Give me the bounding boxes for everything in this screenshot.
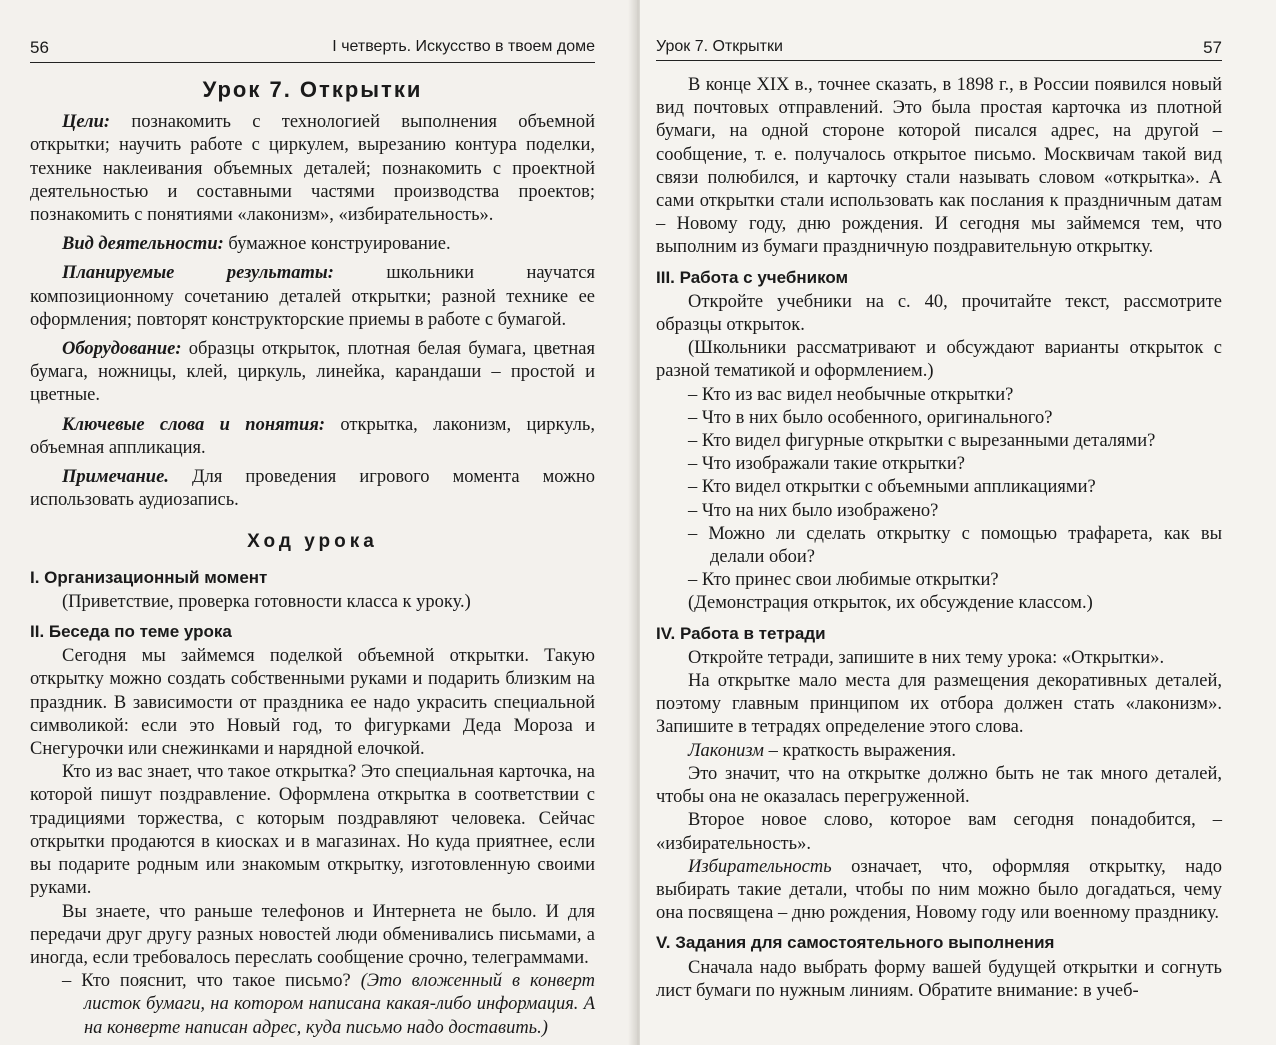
results-paragraph <box>30 262 595 332</box>
term-1-definition: – краткость выражения. <box>763 740 956 761</box>
results-label: Планируемые результаты: <box>62 263 334 284</box>
activity-paragraph <box>30 233 595 256</box>
term-1-word: Лаконизм <box>688 740 764 761</box>
section-1-heading: I. Организационный момент <box>30 567 268 587</box>
term-2-definition: означает, что, оформляя открытку, надо выбирать такие детали, чтобы по ним можно было догадаться, чему она посвящена – дню рождения, Новому году или военному празднику. <box>656 856 1222 924</box>
left-page-number: 56 <box>30 38 49 57</box>
equipment-paragraph <box>30 338 595 408</box>
section-5-text: Сначала надо выбрать форму вашей будущей открытки и согнуть лист бумаги по нужным линиям. Обратите внимание: в учеб- <box>656 957 1222 1001</box>
section-4-text-4: Второе новое слово, которое вам сегодня понадобится, – «избирательность». <box>656 810 1222 854</box>
section-5-heading: V. Задания для самостоятельного выполнения <box>656 933 1055 953</box>
right-running-header <box>656 38 1222 61</box>
section-3-text-3: (Демонстрация открыток, их обсуждение классом.) <box>688 593 1093 614</box>
right-running-title: Урок 7. Открытки <box>656 38 783 55</box>
goals-paragraph <box>30 111 595 227</box>
lesson-title: Урок 7. Открытки <box>202 77 423 102</box>
term-2-word: Избирательность <box>688 856 832 877</box>
term-2-paragraph <box>656 856 1222 926</box>
keywords-paragraph <box>30 414 595 460</box>
question-item: – Кто видел открытки с объемными аппликациями? <box>688 477 1096 498</box>
section-2-paragraph-3: Вы знаете, что раньше телефонов и Интернета не было. И для передачи друг другу разных новостей люди обменивались письмами, а иногда, если требовалось переслать сообщение срочно, телеграммами. <box>30 901 595 968</box>
question-item: – Что на них было изображено? <box>688 500 939 521</box>
equipment-text: образцы открыток, плотная белая бумага, цветная бумага, ножницы, клей, циркуль, линейка, карандаши – простой и цветные. <box>30 339 595 406</box>
section-2-heading: II. Беседа по теме урока <box>30 622 232 642</box>
section-3-text-1: Откройте учебники на с. 40, прочитайте текст, рассмотрите образцы открыток. <box>656 291 1222 336</box>
keywords-label: Ключевые слова и понятия: <box>62 414 326 435</box>
section-3-heading: III. Работа с учебником <box>656 267 849 287</box>
equipment-label: Оборудование: <box>62 339 182 360</box>
activity-text: бумажное конструирование. <box>223 234 451 255</box>
note-label: Примечание. <box>62 467 169 488</box>
question-item: – Что изображали такие открытки? <box>688 454 965 475</box>
section-3-text-2: (Школьники рассматривают и обсуждают варианты открыток с разной тематикой и оформлением.) <box>656 338 1222 382</box>
right-page <box>640 0 1276 1045</box>
section-4-heading: IV. Работа в тетради <box>656 623 826 643</box>
question-item: – Можно ли сделать открытку с помощью трафарета, как вы делали обои? <box>688 523 1222 568</box>
results-text: школьники научатся композиционному сочетанию деталей открытки; разной технике ее оформления; повторят конструкторские приемы в работе с бумагой. <box>30 263 595 330</box>
history-paragraph: В конце XIX в., точнее сказать, в 1898 г., в России появился новый вид почтовых отправлений. Это была простая карточка из плотной бумаги, на одной стороне которой писался адрес, на другой – сообщение, т. е. получалось открытое письмо. Москвичам такой вид связи полюбился, и карточку стали называть словом «открытка». А сами открытки стали использовать как послания к праздничным датам – Новому году, дню рождения. И сегодня мы займемся тем, что выполним из бумаги праздничную поздравительную открытку. <box>656 75 1222 258</box>
section-4-text-1: Откройте тетради, запишите в них тему урока: «Открытки». <box>688 647 1165 668</box>
goals-text: познакомить с технологией выполнения объемной открытки; научить работе с циркулем, вырезанию контура поделки, технике наклеивания объемных деталей; познакомить с проектной деятельностью и составными частями производства проектов; познакомить с понятиями «лаконизм», «избирательность». <box>30 112 595 226</box>
letter-answer-text: (Это вложенный в конверт листок бумаги, на котором написана какая-либо информация. А на конверте написан адрес, куда письмо надо доставить.) <box>84 971 595 1038</box>
goals-label: Цели: <box>62 112 111 133</box>
note-text: Для проведения игрового момента можно использовать аудиозапись. <box>30 467 595 511</box>
question-item: – Кто из вас видел необычные открытки? <box>688 384 1014 405</box>
section-2-paragraph-1: Сегодня мы займемся поделкой объемной открытки. Такую открытку можно создать собственными руками и подарить близким на праздник. В зависимости от праздника ее надо украсить специальной символикой: если это Новый год, то фигурками Деда Мороза и Снегурочки или снежинками и нарядной елочкой. <box>30 646 595 760</box>
right-column <box>656 74 1222 1003</box>
question-item: – Что в них было особенного, оригинального? <box>688 407 1053 428</box>
right-page-number: 57 <box>1203 38 1222 57</box>
left-running-header <box>30 38 595 63</box>
section-1-text: (Приветствие, проверка готовности класса к уроку.) <box>62 591 471 612</box>
lesson-flow-heading: Ход урока <box>247 531 378 553</box>
left-page <box>0 0 636 1045</box>
left-running-title: I четверть. Искусство в твоем доме <box>332 38 595 55</box>
left-column <box>30 78 595 1040</box>
activity-label: Вид деятельности: <box>62 234 224 255</box>
question-item: – Кто принес свои любимые открытки? <box>688 570 999 591</box>
section-2-paragraph-2: Кто из вас знает, что такое открытка? Это специальная карточка, на которой пишут поздравление. Оформлена открытка в соответствии с традициями торжества, с которым поздравляют человека. Сейчас открытки продаются в киосках и в магазинах. Но куда приятнее, если вы подарите родным или знакомым открытку, изготовленную своими руками. <box>30 762 595 899</box>
keywords-text: открытка, лаконизм, циркуль, объемная аппликация. <box>30 414 595 458</box>
letter-question-text: – Кто пояснит, что такое письмо? <box>62 971 361 992</box>
term-1-paragraph <box>656 740 1222 763</box>
section-4-text-3: Это значит, что на открытке должно быть не так много деталей, чтобы она не оказалась перегруженной. <box>656 763 1222 808</box>
note-paragraph <box>30 466 595 512</box>
question-item: – Кто видел фигурные открытки с вырезанными деталями? <box>688 431 1156 452</box>
section-4-text-2: На открытке мало места для размещения декоративных деталей, поэтому главным принципом их отбора должен стать «лаконизм». Запишите в тетрадях определение этого слова. <box>656 671 1222 738</box>
letter-question <box>30 970 595 1040</box>
